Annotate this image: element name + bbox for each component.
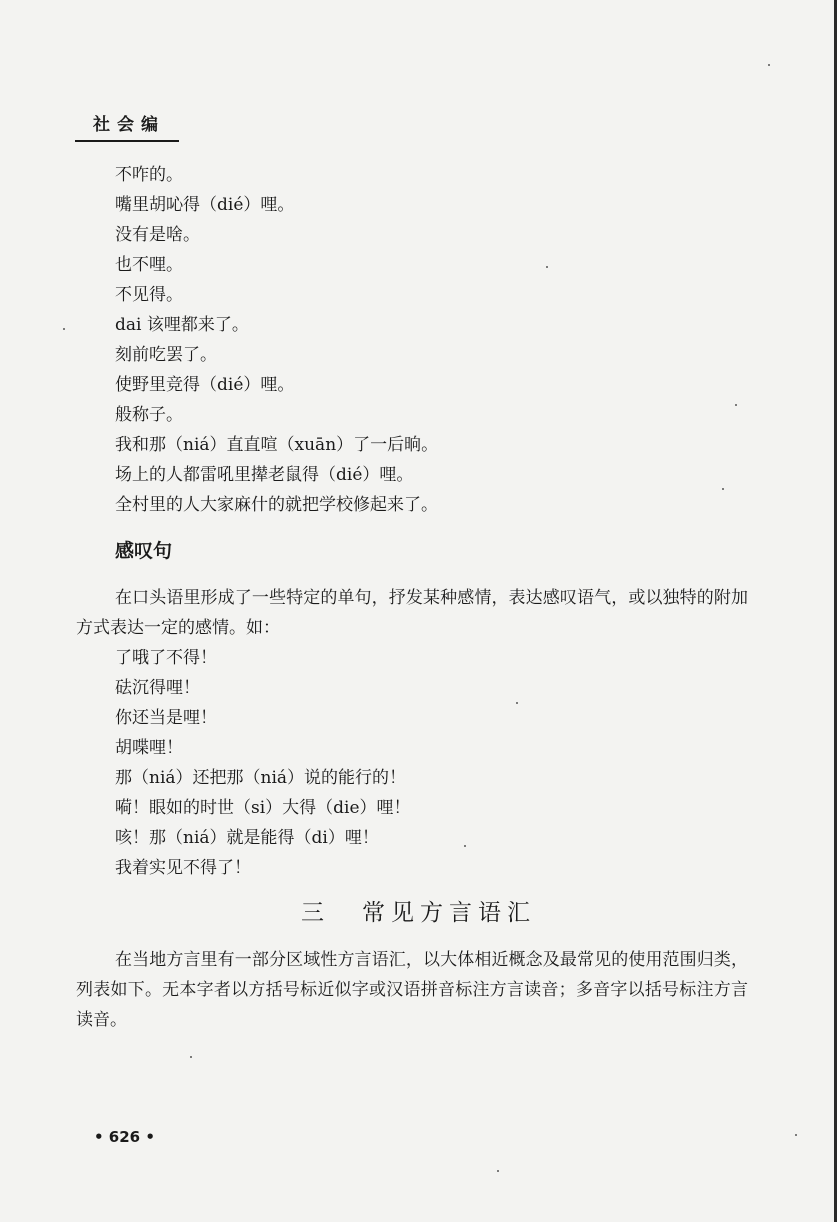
example-sentence: 不见得。 bbox=[115, 285, 183, 305]
page-number: • 626 • bbox=[94, 1128, 155, 1146]
example-sentence: 我和那（niá）直直喧（xuān）了一后晌。 bbox=[115, 435, 439, 455]
example-sentence: 不咋的。 bbox=[115, 165, 183, 185]
chapter-heading bbox=[0, 896, 837, 930]
lexicon-intro-paragraph: 在当地方言里有一部分区域性方言语汇，以大体相近概念及最常见的使用范围归类，列表如下。无本字者以方括号标近似字或汉语拼音标注方言读音；多音字以括号标注方言读音。 bbox=[76, 950, 748, 1030]
exclamation-example: 砝沉得哩！ bbox=[115, 678, 200, 698]
example-sentence: 使野里竞得（dié）哩。 bbox=[115, 375, 295, 395]
header-title: 社会编 bbox=[93, 115, 165, 135]
scan-speck bbox=[795, 1134, 797, 1136]
scan-speck bbox=[190, 1056, 192, 1058]
example-sentence: 没有是啥。 bbox=[115, 225, 200, 245]
running-header bbox=[75, 112, 179, 142]
exclamation-intro-paragraph: 在口头语里形成了一些特定的单句，抒发某种感情，表达感叹语气，或以独特的附加方式表达一定的感情。如： bbox=[76, 588, 748, 638]
scan-speck bbox=[63, 328, 65, 330]
example-sentence: 全村里的人大家麻什的就把学校修起来了。 bbox=[115, 495, 438, 515]
exclamation-example: 了哦了不得！ bbox=[115, 648, 217, 668]
scan-speck bbox=[546, 266, 548, 268]
example-sentence: 也不哩。 bbox=[115, 255, 183, 275]
scan-speck bbox=[722, 488, 724, 490]
scan-speck bbox=[768, 64, 770, 66]
exclamation-example: 那（niá）还把那（niá）说的能行的！ bbox=[115, 768, 407, 788]
example-sentence: 刻前吃罢了。 bbox=[115, 345, 217, 365]
exclamation-example: 胡喋哩！ bbox=[115, 738, 183, 758]
example-sentence: 嘴里胡吣得（dié）哩。 bbox=[115, 195, 295, 215]
example-sentence: 场上的人都雷吼里撵老鼠得（dié）哩。 bbox=[115, 465, 414, 485]
exclamation-example: 你还当是哩！ bbox=[115, 708, 217, 728]
scan-speck bbox=[497, 1170, 499, 1172]
scan-speck bbox=[735, 404, 737, 406]
exclamation-example: 嗬！眼如的时世（si）大得（die）哩！ bbox=[115, 798, 411, 818]
exclamation-example: 我着实见不得了！ bbox=[115, 858, 251, 878]
scan-speck bbox=[464, 845, 466, 847]
exclamation-example-list bbox=[115, 643, 411, 883]
chapter-title: 常见方言语汇 bbox=[362, 900, 536, 926]
chapter-number: 三 bbox=[301, 900, 324, 926]
exclamation-example: 咳！那（niá）就是能得（di）哩！ bbox=[115, 828, 379, 848]
header-rule bbox=[75, 140, 179, 142]
example-sentence: dai 该哩都来了。 bbox=[115, 315, 249, 335]
example-sentence: 般称子。 bbox=[115, 405, 183, 425]
scan-speck bbox=[516, 702, 518, 704]
example-sentence-list bbox=[115, 160, 438, 520]
section-heading-exclamation: 感叹句 bbox=[115, 540, 173, 562]
